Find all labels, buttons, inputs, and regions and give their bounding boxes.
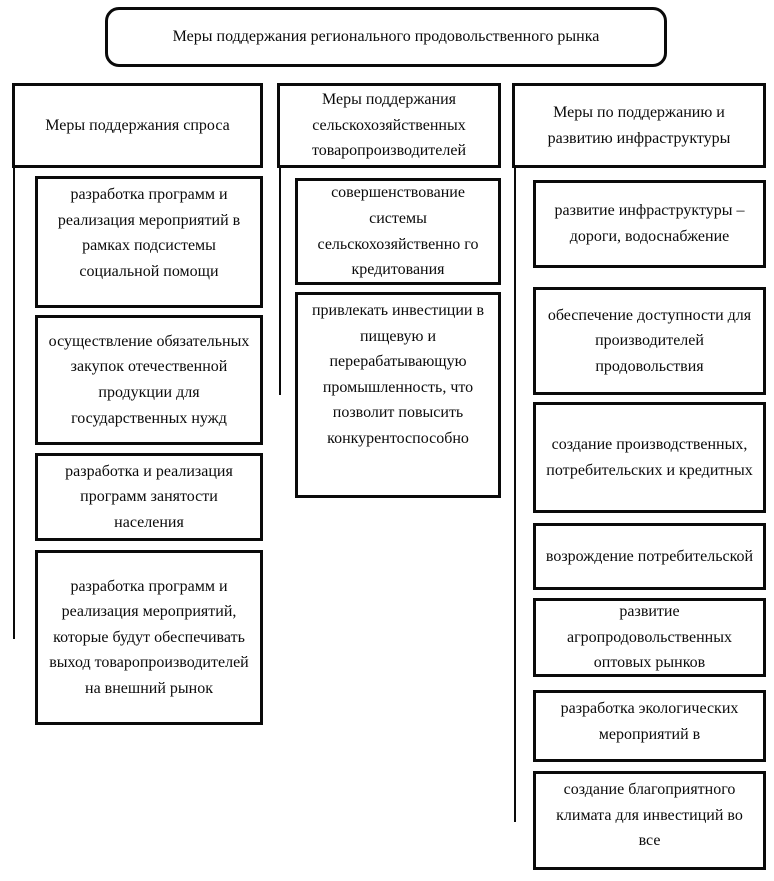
flow-box-text: создание производственных, потребительских и кредитных <box>546 435 753 479</box>
flow-box <box>533 180 766 268</box>
flow-box-text: разработка и реализация программ занятости населения <box>65 462 233 531</box>
flow-box-text: разработка экологических мероприятий в <box>560 700 739 743</box>
flow-box-text: возрождение потребительской <box>545 547 754 565</box>
flow-box <box>533 598 766 677</box>
flow-box-text: создание благоприятного климата для инвестиций во все <box>556 781 743 850</box>
flow-box <box>533 771 766 870</box>
flow-box <box>533 523 766 590</box>
flow-box-text: привлекать инвестиции в пищевую и перерабатывающую промышленность, что позволит повысить конкурентоспособно <box>311 302 485 447</box>
flow-box <box>295 292 501 498</box>
flow-box <box>35 453 263 541</box>
column-header-infrastructure: Меры по поддержанию и развитию инфраструктуры <box>512 83 766 168</box>
flow-box <box>35 176 263 308</box>
connector-line <box>514 167 516 822</box>
flow-box-text: развитие инфраструктуры – дороги, водоснабжение <box>554 202 745 245</box>
flow-box-text: разработка программ и реализация мероприятий, которые будут обеспечивать выход товаропроизводителей на внешний рынок <box>49 577 249 697</box>
flow-box-text: обеспечение доступности для производителей продовольствия <box>547 306 752 375</box>
flow-box <box>533 690 766 762</box>
flow-box <box>533 402 766 513</box>
flow-box <box>35 550 263 725</box>
column-header-producers: Меры поддержания сельскохозяйственных товаропроизводителей <box>277 83 501 168</box>
diagram-title-box: Меры поддержания регионального продовольственного рынка <box>105 7 667 67</box>
connector-line <box>13 167 15 639</box>
flow-box-text: осуществление обязательных закупок отечественной продукции для государственных нужд <box>48 332 250 427</box>
flow-box <box>295 178 501 285</box>
flow-box-text: развитие агропродовольственных оптовых рынков <box>567 603 732 672</box>
connector-line <box>279 167 281 395</box>
flow-box-text: разработка программ и реализация мероприятий в рамках подсистемы социальной помощи <box>57 186 241 280</box>
flow-box <box>533 287 766 395</box>
flow-box <box>35 315 263 445</box>
column-header-demand: Меры поддержания спроса <box>12 83 263 168</box>
flow-box-text: совершенствование системы сельскохозяйственно го кредитования <box>317 184 479 279</box>
